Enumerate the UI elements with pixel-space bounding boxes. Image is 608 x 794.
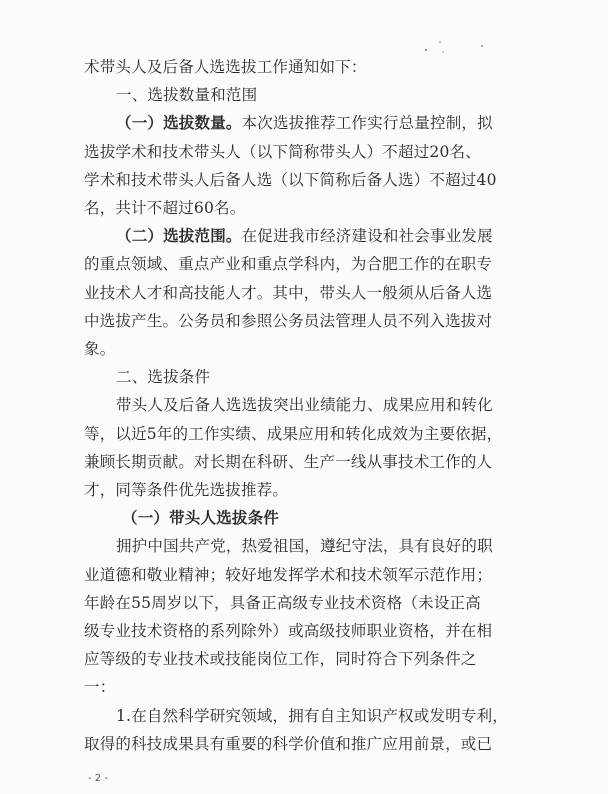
text-line-13: 带头人及后备人选选拔突出业绩能力、成果应用和转化: [116, 396, 493, 415]
text-line-19: 业道德和敬业精神；较好地发挥学术和技术领军示范作用；: [84, 565, 493, 584]
subsection-heading: （一）带头人选拔条件: [122, 509, 280, 528]
bold-run-quantity: （一）选拔数量。: [116, 113, 242, 133]
text-line-10: 中选拔产生。公务员和参照公务员法管理人员不列入选拔对: [84, 311, 493, 330]
text-line-16: 才，同等条件优先选拔推荐。: [84, 481, 289, 499]
text-line-7: [116, 226, 493, 246]
text-line-9: 业技术人才和高技能人才。其中，带头人一般须从后备人选: [84, 283, 493, 302]
text-line-6: 名，共计不超过60名。: [84, 199, 246, 217]
text-line-11: 象。: [84, 340, 116, 358]
text-line-3: [116, 113, 493, 133]
bold-run-scope: （二）选拔范围。: [116, 226, 242, 246]
text-line-5: 学术和技术带头人后备人选（以下简称后备人选）不超过40: [84, 170, 497, 189]
text-line-1: 术带头人及后备人选选拔工作通知如下：: [84, 58, 367, 76]
text-line-23: 一：: [84, 678, 116, 697]
text-line-25: 取得的科技成果具有重要的科学价值和推广应用前景，或已: [84, 734, 493, 753]
text-line-8: 的重点领域、重点产业和重点学科内，为合肥工作的在职专: [84, 255, 493, 274]
text-line-14: 等，以近5年的工作实绩、成果应用和转化成效为主要依据，: [84, 424, 503, 443]
text-line-21: 级专业技术资格的系列除外）或高级技师职业资格，并在相: [84, 622, 493, 640]
section-heading-1: 一、选拔数量和范围: [116, 86, 258, 105]
text-line-24: 1.在自然科学研究领域，拥有自主知识产权或发明专利，: [116, 706, 508, 725]
text-run-quantity: 本次选拔推荐工作实行总量控制，拟: [241, 114, 493, 133]
text-line-4: 选拔学术和技术带头人（以下简称带头人）不超过20名、: [84, 142, 481, 161]
page-number: - 2 -: [88, 773, 108, 784]
text-line-15: 兼顾长期贡献。对长期在科研、生产一线从事技术工作的人: [84, 452, 493, 471]
text-run-scope: 在促进我市经济建设和社会事业发展: [241, 227, 493, 246]
text-line-20: 年龄在55周岁以下，具备正高级专业技术资格（未设正高: [84, 593, 481, 612]
text-line-22: 应等级的专业技术或技能岗位工作，同时符合下列条件之: [84, 650, 477, 669]
scan-specks: [420, 36, 500, 66]
section-heading-2: 二、选拔条件: [116, 368, 211, 387]
text-line-18: 拥护中国共产党，热爱祖国，遵纪守法，具有良好的职: [116, 537, 493, 556]
